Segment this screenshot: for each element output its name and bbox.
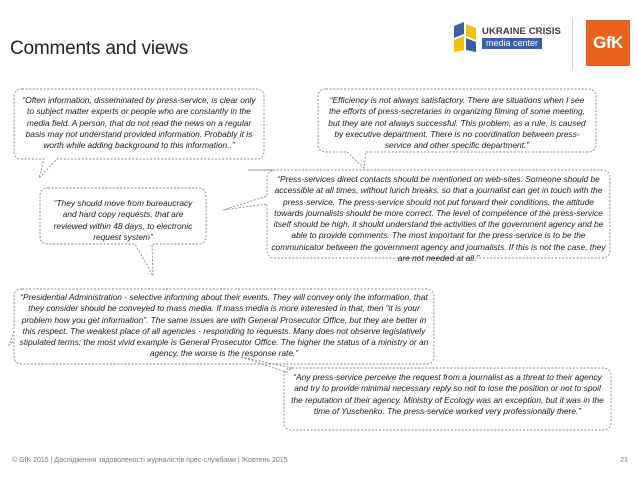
- gfk-logo: GfK: [586, 20, 630, 66]
- quote-press-service-threat: “Any press-service perceive the request from a journalist as a threat to their agency and try to provide minimal necessary reply so not to lose the position or not to spoil the reputation of their agency. Ministry of Ecology was an exception, but it was in the time of Yuschenko. The press-service worked very professionally there.”: [291, 372, 604, 416]
- quote-efficiency: “Efficiency is not always satisfactory. There are situations when I see the efforts of press-secretaries in organizing filming of some meeting, but they are not always successful. This problem, as a rule, is caused by executive department. There is no coordination between press-service and other specific department.”: [328, 95, 586, 151]
- quote-direct-contacts: “Press-services direct contacts should be mentioned on web-sites. Someone should be accessible at all times, without lunch breaks, so that a journalist can get in touch with the press-service. The press-service should not put forward their conditions, the attitude towards journalists should be more correct. The level of competence of the press-service itself should be high, it should understand the activities of the government agency and be able to provide comments. The most important for the press-service is to be the communicator between the government agency and journalists. If this is not the case, they are not needed at all.”: [271, 174, 606, 264]
- ucmc-logo-line1: UKRAINE CRISIS: [482, 26, 561, 37]
- footer-text: © GfK 2015 | Дослідження задоволеності журналістів прес-службами | Жовтень 2015: [12, 457, 288, 464]
- quote-electronic-requests: “They should move from bureaucracy and hard copy requests, that are reviewed within 48 days, to electronic request system”: [53, 198, 193, 242]
- quote-presidential-administration: “Presidential Administration - selective informing about their events. They will convey only the information, that they consider should be conveyed to mass media. If mass media is more interested in that, then “it is your problem how you get information”. The same issues are with General Prosecutor Office, but they are better in this respect. The weakest place of all agencies - responding to requests. Many does not observe legislatively stipulated terms: the most vivid example is General Prosecutor Office. The higher the status of a ministry or an agency, the worse is the response rate.”: [19, 292, 429, 359]
- quote-information-clarity: “Often information, disseminated by press-service, is clear only to subject matter experts or people who are constantly in the media field. A person, that do not read the news on a regular basis may not understand provided information. Probably it is worth while adding background to this information..”: [22, 95, 256, 151]
- ucmc-logo-line2: media center: [482, 38, 542, 49]
- page-number: 21: [620, 457, 628, 464]
- page-title: Comments and views: [10, 38, 189, 59]
